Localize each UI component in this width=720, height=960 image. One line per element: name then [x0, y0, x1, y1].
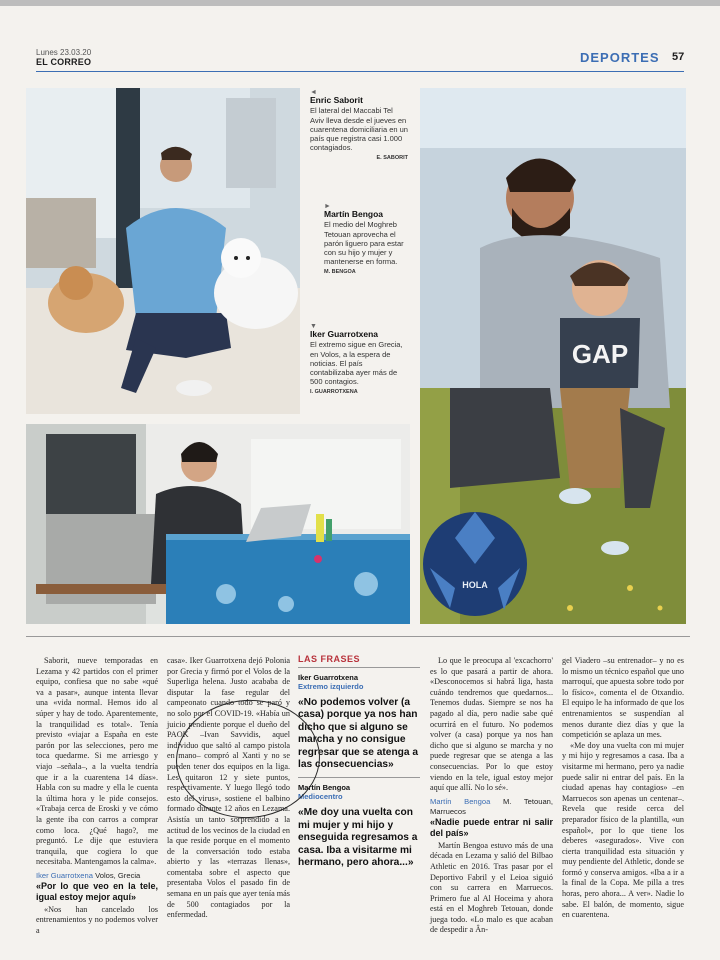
section-divider	[26, 636, 690, 637]
body-paragraph: Lo que le preocupa al 'excachorro' es lo que pasará a partir de ahora. «Desconocemos si habrá liga, hasta cuándo tendremos que quedarnos... Tenemos dudas. Siempre se nos ha pagado al día, pero nadie sabe qué ocurrirá en el futuro. No podemos volver (a casa) porque ya nos han dicho que si alguno se marcha y no puede regresar que se atenga a las consecuencias. Por lo que estoy viendo en la tele, igual estoy mejor aquí que allí. No lo sé».	[430, 656, 553, 793]
quotes-divider	[298, 777, 420, 778]
caption-name: Enric Saborit	[310, 95, 363, 105]
quote-role: Mediocentro	[298, 792, 343, 802]
quotes-box-label: LAS FRASES	[298, 654, 420, 668]
subhead-place: Volos, Grecia	[95, 870, 141, 880]
subhead-name: Iker Guarrotxena	[36, 870, 93, 880]
issue-date: Lunes 23.03.20	[36, 48, 92, 57]
sweater-text: GAP	[571, 339, 629, 369]
section-title: DEPORTES	[580, 50, 660, 65]
body-paragraph: Martín Bengoa estuvo más de una década en Lezama y salió del Bilbao Athletic en 2016. Tras pasar por el Deportivo Fabril y el Leioa siguió con su carrera en Marruecos. Primero fue al Al Hoceima y ahora está en el Moghreb Tetouan, donde juega todo. «Lo malo es que acaban de despedir a Ân-	[430, 840, 553, 935]
ball-text: HOLA	[462, 580, 488, 590]
body-paragraph: Saborit, nueve temporadas en Lezama y 42 partidos con el primer equipo, confiesa que no sabe «qué va a pasar», aunque intenta llevar una «vida normal. Hemos ido al súper y hay de todo. Aparentemente, la tranquilidad es total». Tenía previsto «viajar a España en este parón por las selecciones, pero me toca quedarme. Si me arriesgo y viajo –señala–, a la vuelta tendría que ir a la cuarentena 14 días». Habla con su madre y ella le cuenta la última hora y le pide consejos. «Trabaja cerca de Eroski y ve cómo la gente iba con carros a comprar como loca. ¿Qué hago?, me preguntó. Le dije que estuviera tranquila, que cogiera lo que necesitaba. Mantengamos la calma».	[36, 656, 158, 867]
top-border	[0, 0, 720, 6]
newspaper-name: EL CORREO	[36, 57, 92, 67]
subhead-quote: «Por lo que veo en la tele, igual estoy mejor aquí»	[36, 880, 158, 902]
article-column-5	[562, 656, 684, 921]
photo-guarrotxena	[26, 424, 410, 624]
body-paragraph: casa». Iker Guarrotxena dejó Polonia por Grecia y firmó por el Volos de la Superliga helena. Justo acababa de disputar la fase regular del campeonato cuando todo se paró y no solo por el COVID-19. «Había un juicio pendiente porque el dueño del PAOK –Ivan Savvidis, aquel individuo que saltó al campo pistola en mano– compró al Xanti y no se pueden tener dos equipos en la liga. Les quitaron 12 y siete puntos, respectivamente. Y luego llegó todo esto del virus», sostiene el balbino formado durante 12 años en Lezama. Asistía un tanto sorprendido a la actitud de los vecinos de la ciudad en la que reside porque en el momento de la conversación todo estaba abierto y las «terrazas llenas», comentaba sobre el aspecto que presentaba Volos el pasado fin de semana en un país que ayer tenía más de 500 contagiados por la enfermedad.	[167, 656, 290, 920]
arrow-left-icon: ◄	[310, 89, 317, 96]
body-paragraph: «Me doy una vuelta con mi mujer y mi hijo y regresamos a casa. Iba a visitarme mi hermano, pero ya nadie puede salir ni entrar del país. En la ciudad apenas hay contagios» –en Marruecos son apenas un centenar–. Revela que reside cerca del preparador físico de la plantilla, «un español», por lo que tiene los deberes «asegurados». Vive con cierta tranquilidad esta situación y muy pendiente del Athletic, donde se formó y conserva amigos. «Iba a ir a la final de la Copa. Me pilla a tres horas, pero ahora... A ver». Nadie lo sabe. El balón, de momento, sigue en cuarentena.	[562, 740, 684, 920]
body-paragraph: gel Viadero –su entrenador– y no es lo mismo un técnico español que uno marroquí, que apuesta sobre todo por lo físico», comenta el de Otxandio. El equipo le ha informado de que los entrenamientos se suspendían al menos durante diez días y que la competición se aplaza un mes.	[562, 656, 684, 740]
arrow-down-icon: ▼	[310, 323, 317, 330]
caption-guarrotxena	[310, 322, 408, 397]
page-number: 57	[672, 51, 685, 63]
subhead-quote: «Nadie puede entrar ni salir del país»	[430, 816, 553, 838]
caption-text: El lateral del Maccabi Tel Aviv lleva desde el jueves en cuarentena domiciliaria en un país que registra casi 1.000 contagiados.	[310, 106, 408, 153]
article-column-1	[36, 656, 158, 937]
caption-name: Iker Guarrotxena	[310, 329, 379, 339]
quote-role: Extremo izquierdo	[298, 682, 364, 691]
photo-saborit	[26, 88, 300, 414]
subhead-place: M. Tetouan, Marruecos	[430, 796, 553, 816]
quote-author: Martín Bengoa	[298, 783, 351, 793]
photo-credit: I. GUARROTXENA	[310, 388, 358, 395]
subhead-name: Martín Bengoa	[430, 796, 491, 806]
quote-text: «Me doy una vuelta con mi mujer y mi hijo y enseguida regresamos a casa. Iba a visitarme mi hermano, pero ahora...»	[298, 807, 418, 869]
photo-credit: M. BENGOA	[324, 268, 356, 275]
photo-credit: E. SABORIT	[376, 154, 408, 161]
caption-saborit	[310, 88, 408, 163]
caption-text: El extremo sigue en Grecia, en Volos, a la espera de noticias. El país contabilizaba ayer más de 500 contagios.	[310, 340, 403, 387]
body-paragraph: «Nos han cancelado los entrenamientos y no podemos volver a	[36, 904, 158, 936]
arrow-right-icon: ►	[324, 203, 331, 210]
photo-bengoa	[420, 88, 686, 624]
caption-text: El medio del Moghreb Tetouan aprovecha el parón liguero para estar con su hijo y mujer y mantenerse en forma.	[324, 220, 404, 267]
subhead	[36, 871, 158, 881]
article-column-4	[430, 656, 553, 936]
header-rule	[36, 71, 684, 72]
subhead	[430, 797, 553, 817]
caption-name: Martín Bengoa	[324, 209, 384, 219]
caption-bengoa	[324, 202, 410, 277]
quote-text: «No podemos volver (a casa) porque ya nos han dicho que si alguno se marcha y no consigue regresar que se atenga a las consecuencias»	[298, 697, 419, 771]
quote-author: Iker Guarrotxena	[298, 673, 359, 682]
